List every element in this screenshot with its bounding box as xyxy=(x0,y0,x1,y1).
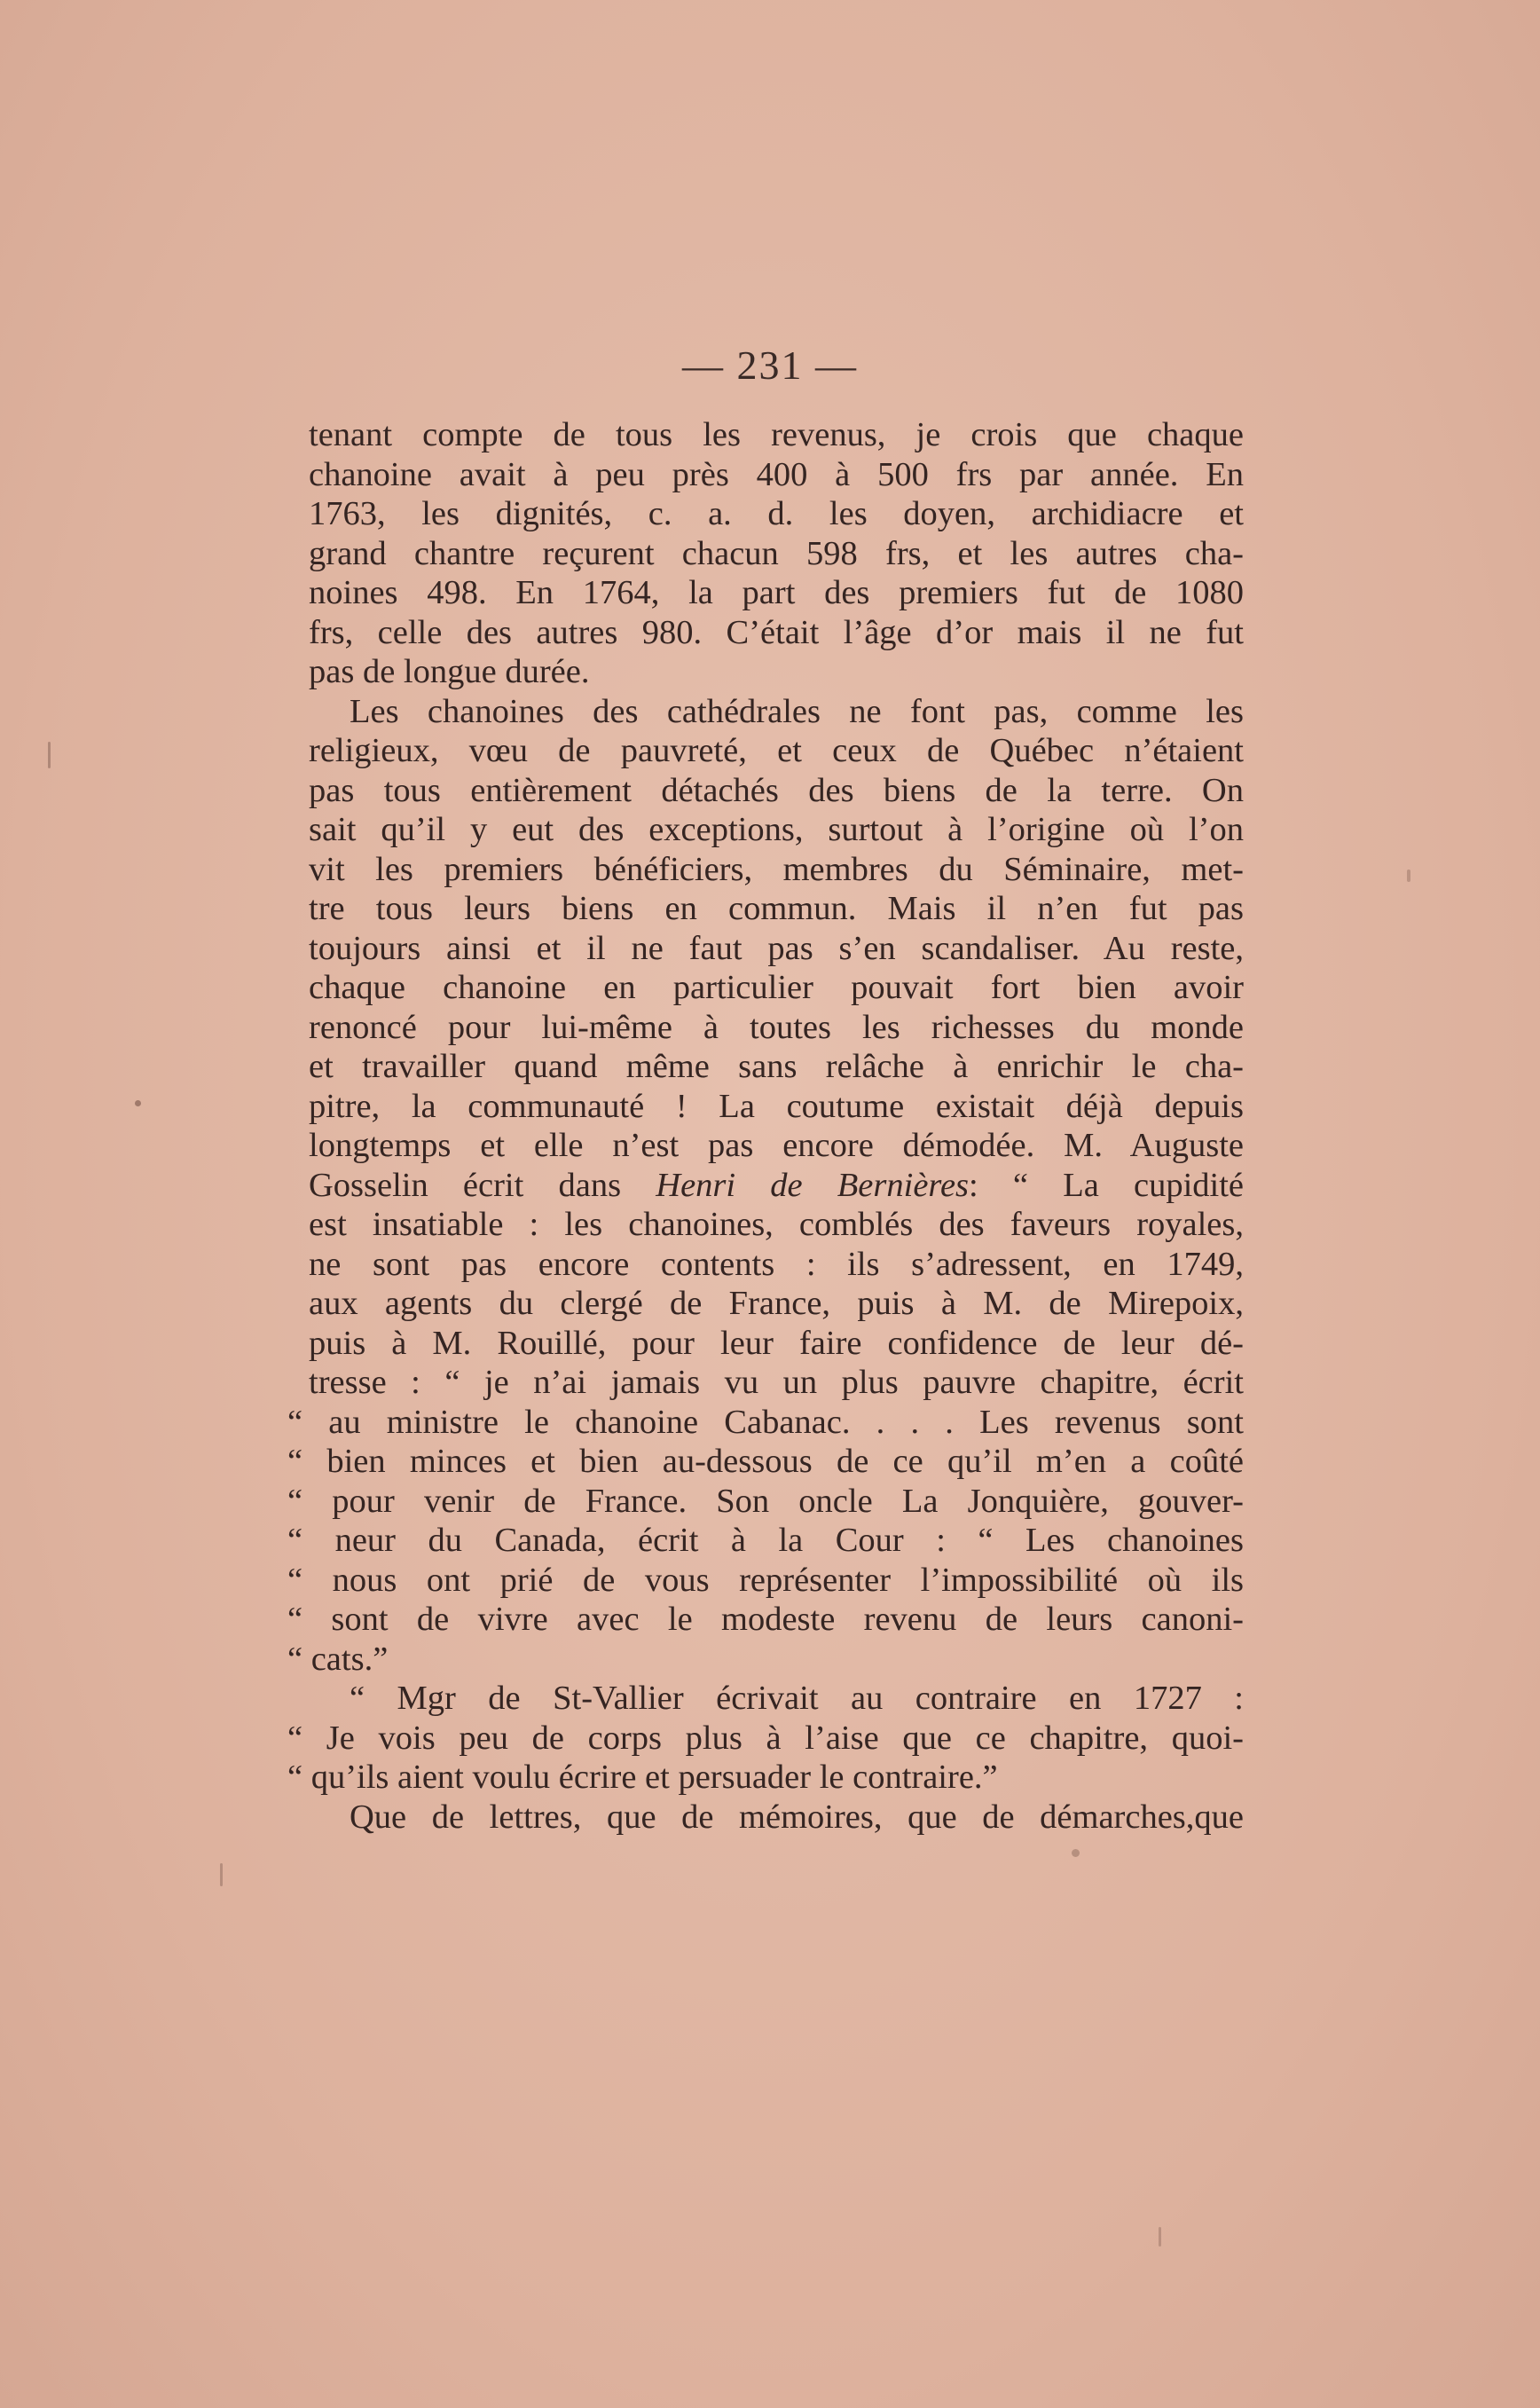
text-line: tresse : “ je n’ai jamais vu un plus pauvre chapitre, écrit xyxy=(309,1364,1244,1401)
text-line: frs, celle des autres 980. C’était l’âge d’or mais il ne fut xyxy=(309,613,1244,651)
text-line: renoncé pour lui-même à toutes les richesses du monde xyxy=(309,1008,1244,1046)
paper-speck xyxy=(1072,1849,1080,1857)
text-fragment: Gosselin écrit dans xyxy=(309,1166,656,1204)
body-text xyxy=(287,415,1244,1837)
text-line: longtemps et elle n’est pas encore démodée. M. Auguste xyxy=(309,1127,1244,1164)
text-line: chanoine avait à peu près 400 à 500 frs par année. En xyxy=(309,455,1244,493)
paper-speck xyxy=(220,1863,223,1886)
text-line: Que de lettres, que de mémoires, que de démarches,que xyxy=(350,1798,1244,1836)
quoted-line: “ bien minces et bien au-dessous de ce qu’il m’en a coûté xyxy=(287,1443,1244,1480)
page-number: — 231 — xyxy=(682,342,858,388)
text-line: tenant compte de tous les revenus, je crois que chaque xyxy=(309,416,1244,453)
text-line: chaque chanoine en particulier pouvait fort bien avoir xyxy=(309,969,1244,1006)
text-line: pas tous entièrement détachés des biens de la terre. On xyxy=(309,771,1244,809)
quoted-line: “ qu’ils aient voulu écrire et persuader le contraire.” xyxy=(287,1759,998,1796)
text-line: et travailler quand même sans relâche à enrichir le cha- xyxy=(309,1048,1244,1085)
text-line xyxy=(309,1166,1244,1206)
quoted-line: “ neur du Canada, écrit à la Cour : “ Les chanoines xyxy=(287,1522,1244,1559)
text-line: pas de longue durée. xyxy=(309,653,590,690)
quoted-line: “ nous ont prié de vous représenter l’impossibilité où ils xyxy=(287,1561,1244,1599)
paper-speck xyxy=(48,742,51,768)
text-line: puis à M. Rouillé, pour leur faire confidence de leur dé- xyxy=(309,1324,1244,1362)
text-line: “ Mgr de St-Vallier écrivait au contraire en 1727 : xyxy=(350,1680,1244,1717)
text-fragment: : “ La cupidité xyxy=(969,1166,1244,1204)
text-line: noines 498. En 1764, la part des premiers fut de 1080 xyxy=(309,574,1244,611)
text-line: 1763, les dignités, c. a. d. les doyen, archidiacre et xyxy=(309,495,1244,532)
quoted-line: “ sont de vivre avec le modeste revenu de leurs canoni- xyxy=(287,1601,1244,1638)
text-line: pitre, la communauté ! La coutume existait déjà depuis xyxy=(309,1087,1244,1125)
text-line: grand chantre reçurent chacun 598 frs, et les autres cha- xyxy=(309,534,1244,572)
text-line: religieux, vœu de pauvreté, et ceux de Québec n’étaient xyxy=(309,732,1244,769)
quoted-line: “ cats.” xyxy=(287,1640,389,1678)
text-line: Les chanoines des cathédrales ne font pas, comme les xyxy=(350,692,1244,730)
quoted-line: “ pour venir de France. Son oncle La Jonquière, gouver- xyxy=(287,1482,1244,1520)
text-line: sait qu’il y eut des exceptions, surtout à l’origine où l’on xyxy=(309,811,1244,848)
text-line: toujours ainsi et il ne faut pas s’en scandaliser. Au reste, xyxy=(309,929,1244,967)
text-line: tre tous leurs biens en commun. Mais il n’en fut pas xyxy=(309,890,1244,927)
paper-speck xyxy=(135,1100,141,1106)
quoted-line: “ au ministre le chanoine Cabanac. . . . Les revenus sont xyxy=(287,1403,1244,1441)
text-line: est insatiable : les chanoines, comblés des faveurs royales, xyxy=(309,1206,1244,1243)
quoted-line: “ Je vois peu de corps plus à l’aise que ce chapitre, quoi- xyxy=(287,1719,1244,1757)
text-line: aux agents du clergé de France, puis à M. de Mirepoix, xyxy=(309,1285,1244,1322)
paper-speck xyxy=(1407,870,1410,882)
text-line: vit les premiers bénéficiers, membres du Séminaire, met- xyxy=(309,850,1244,888)
text-line: ne sont pas encore contents : ils s’adressent, en 1749, xyxy=(309,1245,1244,1283)
paper-speck xyxy=(1159,2227,1161,2247)
book-title: Henri de Bernières xyxy=(656,1166,970,1204)
